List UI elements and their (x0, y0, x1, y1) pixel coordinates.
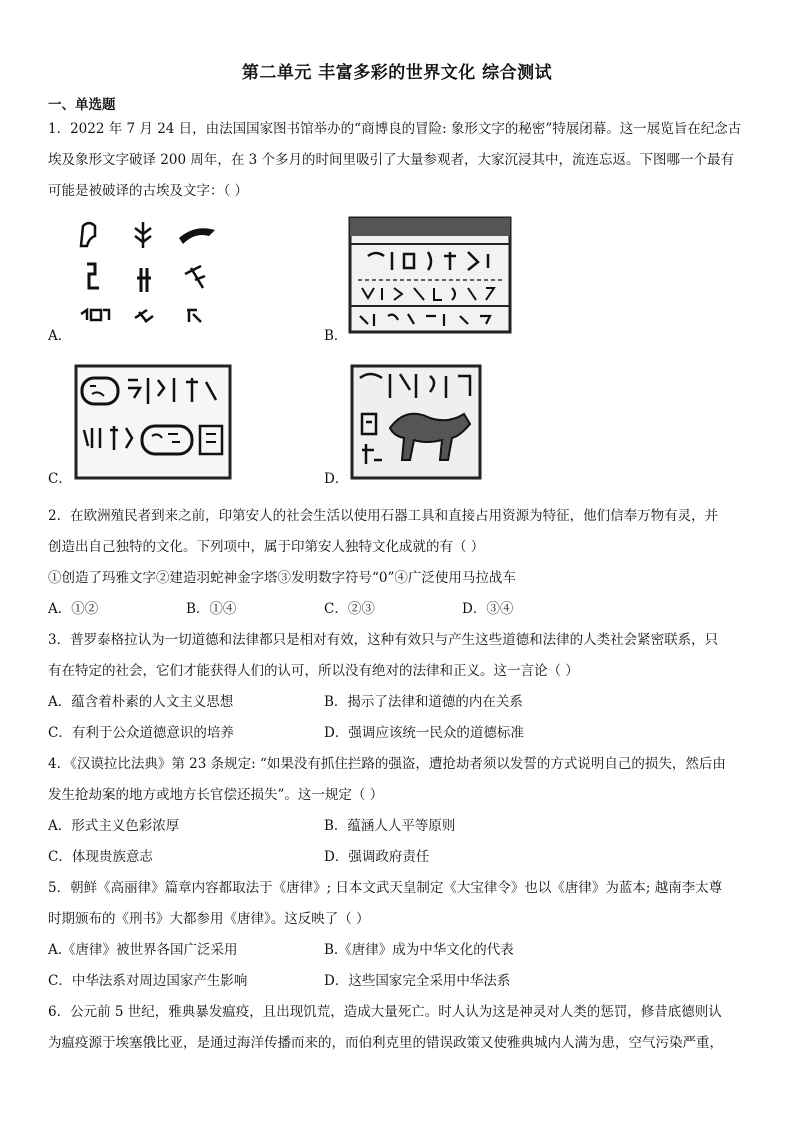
q3-stem-line1: 3．普罗泰格拉认为一切道德和法律都只是相对有效，这种有效只与产生这些道德和法律的人类社会紧密联系，只 (48, 632, 719, 648)
q3-option-d[interactable]: D．强调应该统一民众的道德标准 (324, 725, 524, 741)
q4-option-c[interactable]: C．体现贵族意志 (48, 849, 153, 865)
q2-option-c[interactable]: C．②③ (324, 601, 375, 617)
q2-option-b[interactable]: B．①④ (186, 601, 237, 617)
q2-option-d[interactable]: D．③④ (462, 601, 514, 617)
q5-stem-line2: 时期颁布的《刑书》大都参用《唐律》。这反映了（ ） (48, 911, 370, 927)
q3-option-a[interactable]: A．蕴含着朴素的人文主义思想 (48, 694, 234, 710)
q2-stem-line2: 创造出自己独特的文化。下列项中，属于印第安人独特文化成就的有（ ） (48, 539, 485, 555)
q2-items: ①创造了玛雅文字②建造羽蛇神金字塔③发明数字符号“0”④广泛使用马拉战车 (48, 570, 516, 586)
q6-stem-line2: 为瘟疫源于埃塞俄比亚，是通过海洋传播而来的，而伯利克里的错误政策又使雅典城内人满为患，空气污染严重， (48, 1035, 723, 1051)
q4-stem-line2: 发生抢劫案的地方或地方长官偿还损失”。这一规定（ ） (48, 787, 384, 803)
q1-option-b-label[interactable]: B． (324, 328, 348, 344)
q1-stem-line1: 1．2022 年 7 月 24 日，由法国国家图书馆举办的“商博良的冒险: 象形文字的秘密”特展闭幕。这一展览旨在纪念古 (48, 121, 742, 137)
q4-option-d[interactable]: D．强调政府责任 (324, 849, 430, 865)
q1-option-c-label[interactable]: C． (48, 471, 72, 487)
q1-stem-line2: 埃及象形文字破译 200 周年，在 3 个多月的时间里吸引了大量参观者，大家沉浸其中，流连忘返。下图哪一个最有 (48, 152, 735, 168)
q3-option-c[interactable]: C．有利于公众道德意识的培养 (48, 725, 234, 741)
q1-option-d-image[interactable] (350, 364, 482, 480)
q2-option-a[interactable]: A．①② (48, 601, 99, 617)
section-heading: 一、单选题 (48, 97, 116, 113)
q1-option-b-image[interactable] (348, 216, 512, 334)
q5-option-c[interactable]: C．中华法系对周边国家产生影响 (48, 973, 248, 989)
q5-stem-line1: 5．朝鲜《高丽律》篇章内容都取法于《唐律》; 日本文武天皇制定《大宝律令》也以《唐律》为蓝本; 越南李太尊 (48, 880, 723, 896)
q6-stem-line1: 6．公元前 5 世纪，雅典暴发瘟疫，且出现饥荒，造成大量死亡。时人认为这是神灵对人类的惩罚，修昔底德则认 (48, 1004, 722, 1020)
q3-stem-line2: 有在特定的社会，它们才能获得人们的认可，所以没有绝对的法律和正义。这一言论（ ） (48, 663, 579, 679)
q4-option-b[interactable]: B．蕴涵人人平等原则 (324, 818, 456, 834)
q5-option-d[interactable]: D．这些国家完全采用中华法系 (324, 973, 511, 989)
q1-option-a-label[interactable]: A． (48, 328, 72, 344)
q5-option-a[interactable]: A.《唐律》被世界各国广泛采用 (48, 942, 238, 958)
q5-option-b[interactable]: B.《唐律》成为中华文化的代表 (324, 942, 514, 958)
q4-option-a[interactable]: A．形式主义色彩浓厚 (48, 818, 180, 834)
q1-option-d-label[interactable]: D． (324, 471, 349, 487)
q3-option-b[interactable]: B．揭示了法律和道德的内在关系 (324, 694, 523, 710)
q1-stem-line3: 可能是被破译的古埃及文字：（ ） (48, 183, 249, 199)
q4-stem-line1: 4．《汉谟拉比法典》第 23 条规定: “如果没有抓住拦路的强盗，遭抢劫者须以发誓的方式说明自己的损失，然后由 (48, 756, 726, 772)
page-title: 第二单元 丰富多彩的世界文化 综合测试 (241, 63, 553, 83)
q1-option-c-image[interactable] (74, 364, 232, 480)
q1-option-a-image[interactable] (75, 218, 225, 333)
q2-stem-line1: 2．在欧洲殖民者到来之前，印第安人的社会生活以使用石器工具和直接占用资源为特征，他们信奉万物有灵，并 (48, 508, 719, 524)
